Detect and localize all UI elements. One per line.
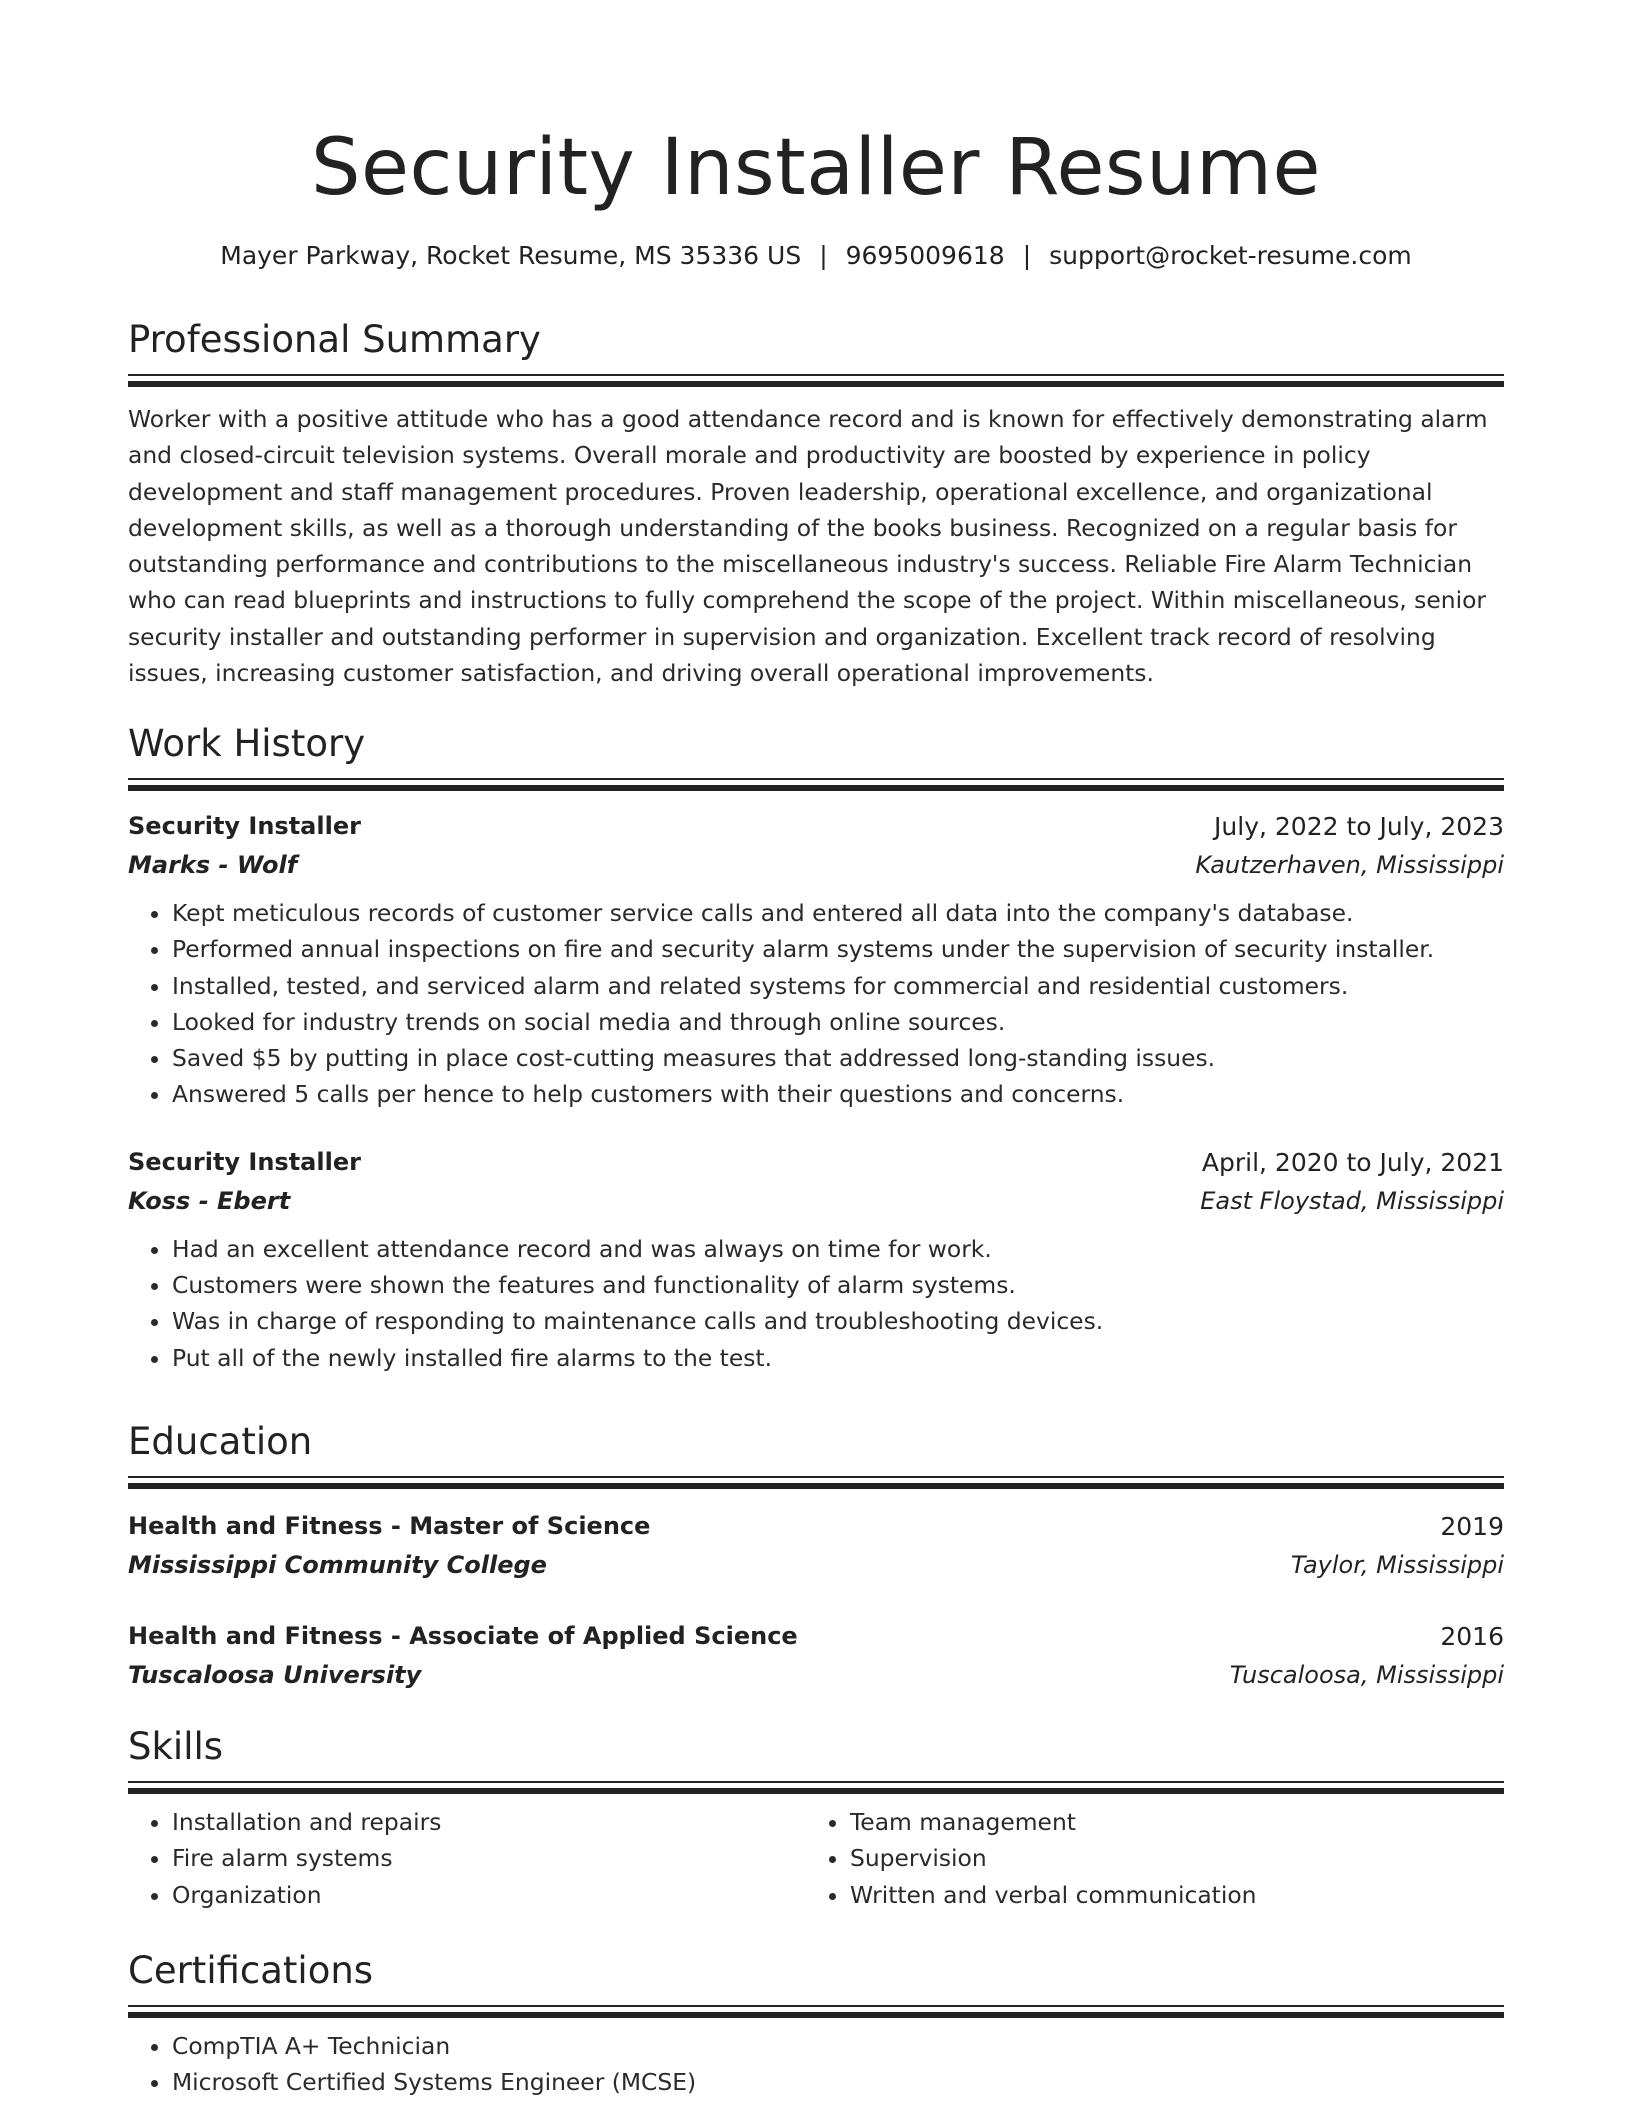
- section-heading: Education: [128, 1420, 313, 1463]
- section-heading: Certifications: [128, 1949, 374, 1992]
- section-rule-thin: [128, 778, 1504, 780]
- education-school: Mississippi Community College: [128, 1551, 547, 1579]
- job-dates: April, 2020 to July, 2021: [1201, 1147, 1504, 1177]
- job-entry: [128, 807, 1504, 1113]
- section-rule-thin: [128, 1781, 1504, 1783]
- section-heading: Professional Summary: [128, 318, 541, 361]
- job-bullets: [128, 1231, 1504, 1376]
- section-rule-thick: [128, 2012, 1504, 2018]
- skills-grid: [128, 1804, 1504, 1924]
- section-certifications: [128, 1947, 1504, 2101]
- list-item: • CompTIA A+ Technician: [172, 2028, 1504, 2064]
- list-item: • Team management: [850, 1804, 1476, 1840]
- section-work-history: [128, 720, 1504, 1376]
- job-bullets: [128, 895, 1504, 1113]
- education-year: 2019: [1440, 1512, 1504, 1541]
- list-item: • Organization: [172, 1877, 798, 1913]
- list-item: • Installed, tested, and serviced alarm and related systems for commercial and residential customers.: [172, 968, 1504, 1004]
- section-rule-thin: [128, 1476, 1504, 1478]
- education-entry: [128, 1617, 1504, 1695]
- section-heading: Work History: [128, 722, 366, 765]
- section-rule-thick: [128, 1788, 1504, 1794]
- summary-text: Worker with a positive attitude who has a good attendance record and is known for effectively demonstrating alarm and closed-circuit television systems. Overall morale and productivity are boosted by experience in policy development and staff management procedures. Proven leadership, operational excellence, and organizational development skills, as well as a thorough understanding of the books business. Recognized on a regular basis for outstanding performance and contributions to the miscellaneous industry's success. Reliable Fire Alarm Technician who can read blueprints and instructions to fully comprehend the scope of the project. Within miscellaneous, senior security installer and outstanding performer in supervision and organization. Excellent track record of resolving issues, increasing customer satisfaction, and driving overall operational improvements.: [128, 405, 1488, 688]
- list-item: • Was in charge of responding to maintenance calls and troubleshooting devices.: [172, 1303, 1504, 1339]
- list-item: • Kept meticulous records of customer service calls and entered all data into the company's database.: [172, 895, 1504, 931]
- certifications-list: [128, 2028, 1504, 2101]
- list-item: • Fire alarm systems: [172, 1840, 798, 1876]
- section-summary: [128, 316, 1504, 691]
- list-item: • Customers were shown the features and functionality of alarm systems.: [172, 1267, 1504, 1303]
- list-item: • Answered 5 calls per hence to help customers with their questions and concerns.: [172, 1076, 1504, 1112]
- education-degree: Health and Fitness - Master of Science: [128, 1512, 651, 1540]
- contact-line: [128, 238, 1504, 274]
- job-title: Security Installer: [128, 1147, 361, 1176]
- skills-column-right: [806, 1804, 1476, 1913]
- list-item: • Microsoft Certified Systems Engineer (MCSE): [172, 2064, 1504, 2100]
- section-skills: [128, 1723, 1504, 1924]
- contact-email: support@rocket-resume.com: [1049, 241, 1412, 270]
- education-degree: Health and Fitness - Associate of Applied Science: [128, 1622, 798, 1650]
- list-item: • Saved $5 by putting in place cost-cutting measures that addressed long-standing issues.: [172, 1040, 1504, 1076]
- job-company: Koss - Ebert: [128, 1186, 291, 1215]
- job-location: Kautzerhaven, Mississippi: [1195, 851, 1504, 879]
- contact-address: Mayer Parkway, Rocket Resume, MS 35336 US: [220, 241, 802, 270]
- list-item: • Installation and repairs: [172, 1804, 798, 1840]
- education-year: 2016: [1440, 1622, 1504, 1651]
- education-location: Taylor, Mississippi: [1290, 1551, 1504, 1579]
- education-location: Tuscaloosa, Mississippi: [1229, 1661, 1504, 1689]
- contact-separator: |: [1022, 241, 1032, 270]
- job-location: East Floystad, Mississippi: [1200, 1186, 1504, 1215]
- resume-title: Security Installer Resume: [311, 123, 1321, 213]
- contact-separator: |: [819, 241, 828, 270]
- section-rule-thick: [128, 785, 1504, 791]
- list-item: • Looked for industry trends on social media and through online sources.: [172, 1004, 1504, 1040]
- list-item: • Performed annual inspections on fire and security alarm systems under the supervision of security installer.: [172, 931, 1504, 967]
- section-education: [128, 1418, 1504, 1695]
- section-rule-thin: [128, 374, 1504, 376]
- contact-phone: 9695009618: [845, 241, 1005, 270]
- section-rule-thin: [128, 2005, 1504, 2007]
- list-item: • Had an excellent attendance record and was always on time for work.: [172, 1231, 1504, 1267]
- skills-column-left: [128, 1804, 798, 1913]
- job-company: Marks - Wolf: [128, 851, 298, 879]
- list-item: • Put all of the newly installed fire alarms to the test.: [172, 1340, 1504, 1376]
- job-dates: July, 2022 to July, 2023: [1214, 812, 1504, 841]
- list-item: • Supervision: [850, 1840, 1476, 1876]
- education-school: Tuscaloosa University: [128, 1661, 422, 1689]
- section-rule-thick: [128, 1483, 1504, 1489]
- job-entry: [128, 1143, 1504, 1376]
- job-title: Security Installer: [128, 812, 361, 840]
- section-rule-thick: [128, 381, 1504, 387]
- section-heading: Skills: [128, 1725, 224, 1768]
- list-item: • Written and verbal communication: [850, 1877, 1476, 1913]
- education-entry: [128, 1507, 1504, 1585]
